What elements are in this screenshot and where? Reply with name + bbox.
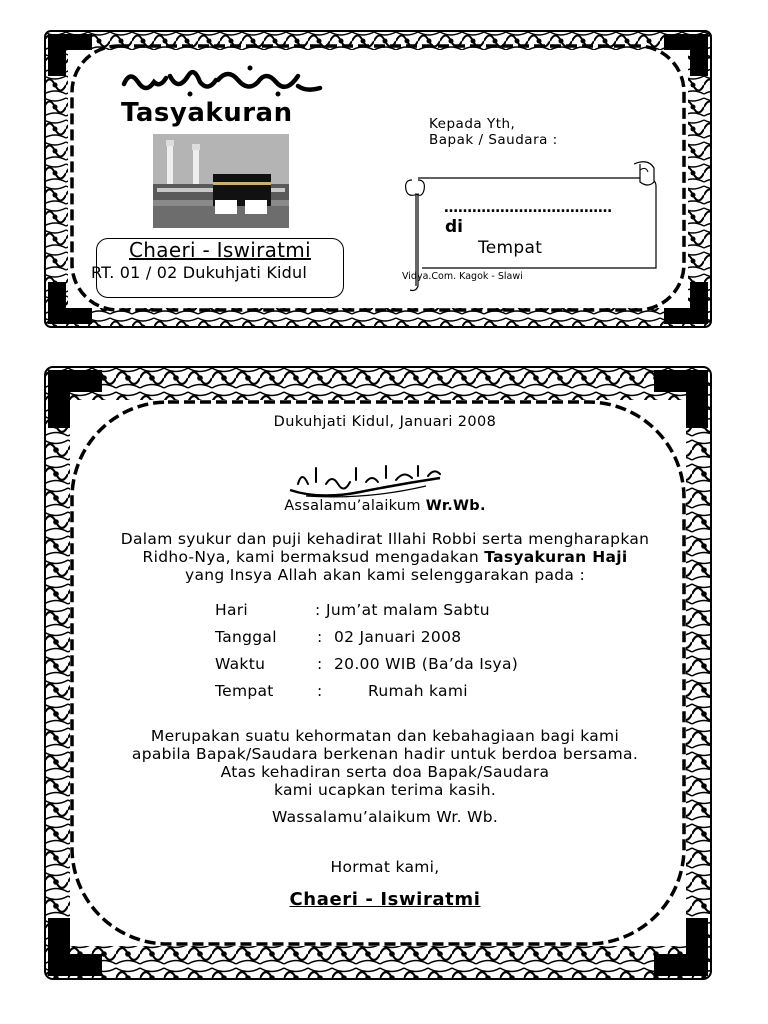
closing-line-4: kami ucapkan terima kasih. xyxy=(273,781,497,799)
closing-line-2: apabila Bapak/Saudara berkenan hadir untuk berdoa bersama. xyxy=(131,745,639,763)
detail-value-waktu: 20.00 WIB (Ba’da Isya) xyxy=(334,655,519,673)
greeting-suffix: Wr.Wb. xyxy=(425,498,486,514)
detail-value-hari: Jum’at malam Sabtu xyxy=(326,601,490,619)
intro-paragraph xyxy=(60,530,710,584)
closing-paragraph xyxy=(60,727,710,799)
detail-sep-waktu: : xyxy=(317,655,323,673)
host-address: RT. 01 / 02 Dukuhjati Kidul xyxy=(91,263,308,282)
detail-label-tempat: Tempat xyxy=(215,682,274,700)
event-name: Tasyakuran Haji xyxy=(484,548,628,566)
bismillah-calligraphy xyxy=(286,462,446,500)
detail-sep-tempat: : xyxy=(317,682,323,700)
kaaba-image xyxy=(153,134,289,228)
addressee-line-1: Kepada Yth, xyxy=(429,116,516,132)
undangan-calligraphy-logo xyxy=(118,62,324,102)
detail-sep-hari: : xyxy=(315,601,321,619)
closing-line-1: Merupakan suatu kehormatan dan kebahagiaan bagi kami xyxy=(150,727,620,745)
host-name: Chaeri - Iswiratmi xyxy=(129,238,311,262)
invitation-title: Tasyakuran xyxy=(121,98,293,128)
regards: Hormat kami, xyxy=(330,858,440,876)
designer-credit: Vidya.Com. Kagok - Slawi xyxy=(402,271,523,282)
intro-line-2: Ridho-Nya, kami bermaksud mengadakan Tasyakuran Haji xyxy=(142,548,628,566)
detail-label-tanggal: Tanggal xyxy=(215,628,277,646)
detail-value-tanggal: 02 Januari 2008 xyxy=(334,628,462,646)
detail-sep-tanggal: : xyxy=(317,628,323,646)
greeting-prefix: Assalamu’alaikum xyxy=(284,498,421,514)
detail-value-tempat: Rumah kami xyxy=(368,682,468,700)
intro-line-3: yang Insya Allah akan kami selenggarakan pada : xyxy=(185,566,585,584)
invitation-card xyxy=(44,366,712,980)
address-di: di xyxy=(445,217,463,237)
place-date: Dukuhjati Kidul, Januari 2008 xyxy=(273,414,497,430)
detail-label-hari: Hari xyxy=(215,601,249,619)
farewell: Wassalamu’alaikum Wr. Wb. xyxy=(271,808,499,826)
address-dots: ……………………………… xyxy=(444,200,612,216)
detail-label-waktu: Waktu xyxy=(215,655,266,673)
ornamental-border xyxy=(44,366,712,980)
addressee-line-2: Bapak / Saudara : xyxy=(429,132,558,148)
address-tempat: Tempat xyxy=(478,238,543,258)
greeting xyxy=(230,498,540,514)
signature: Chaeri - Iswiratmi xyxy=(289,889,481,910)
closing-line-3: Atas kehadiran serta doa Bapak/Saudara xyxy=(220,763,550,781)
intro-line-1: Dalam syukur dan puji kehadirat Illahi Robbi serta mengharapkan xyxy=(120,530,650,548)
